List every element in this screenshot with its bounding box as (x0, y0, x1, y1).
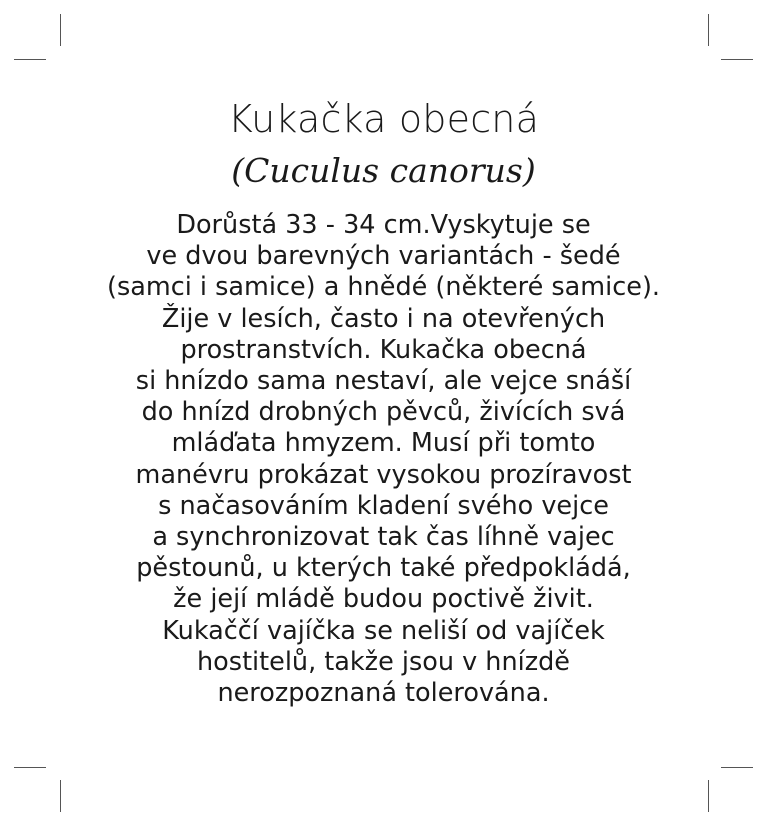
description-line: mláďata hmyzem. Musí při tomto (171, 428, 596, 459)
description-line: Žije v lesích, často i na otevřených (161, 303, 606, 334)
description-line: že její mládě budou poctivě živit. (173, 584, 594, 615)
description-line: prostranstvích. Kukačka obecná (180, 334, 587, 365)
description-line: Kukaččí vajíčka se neliší od vajíček (162, 615, 605, 646)
description-line: manévru prokázat vysokou prozíravost (135, 459, 632, 490)
description-line: ve dvou barevných variantách - šedé (146, 241, 621, 272)
crop-mark-bottom-left-vertical (60, 780, 61, 812)
crop-mark-top-right-vertical (708, 14, 709, 46)
crop-mark-bottom-left-horizontal (14, 767, 46, 768)
latin-name: (Cuculus canorus) (231, 151, 536, 190)
description-line: Dorůstá 33 - 34 cm.Vyskytuje se (176, 210, 591, 240)
description-line: nerozpoznaná tolerována. (217, 678, 550, 709)
crop-mark-bottom-right-vertical (708, 780, 709, 812)
description-line: si hnízdo sama nestaví, ale vejce snáší (135, 366, 632, 397)
description-line: a synchronizovat tak čas líhně vajec (152, 522, 615, 553)
description-text (60, 210, 707, 709)
description-line: (samci i samice) a hnědé (některé samice). (107, 272, 660, 303)
page-title: Kukačka obecná (227, 97, 540, 141)
crop-mark-top-right-horizontal (721, 59, 753, 60)
description-line: pěstounů, u kterých také předpokládá, (136, 553, 631, 584)
description-line: hostitelů, takže jsou v hnízdě (197, 646, 570, 677)
crop-mark-top-left-vertical (60, 14, 61, 46)
crop-mark-bottom-right-horizontal (721, 767, 753, 768)
crop-mark-top-left-horizontal (14, 59, 46, 60)
description-line: s načasováním kladení svého vejce (158, 490, 609, 521)
description-line: do hnízd drobných pěvců, živících svá (141, 397, 626, 428)
